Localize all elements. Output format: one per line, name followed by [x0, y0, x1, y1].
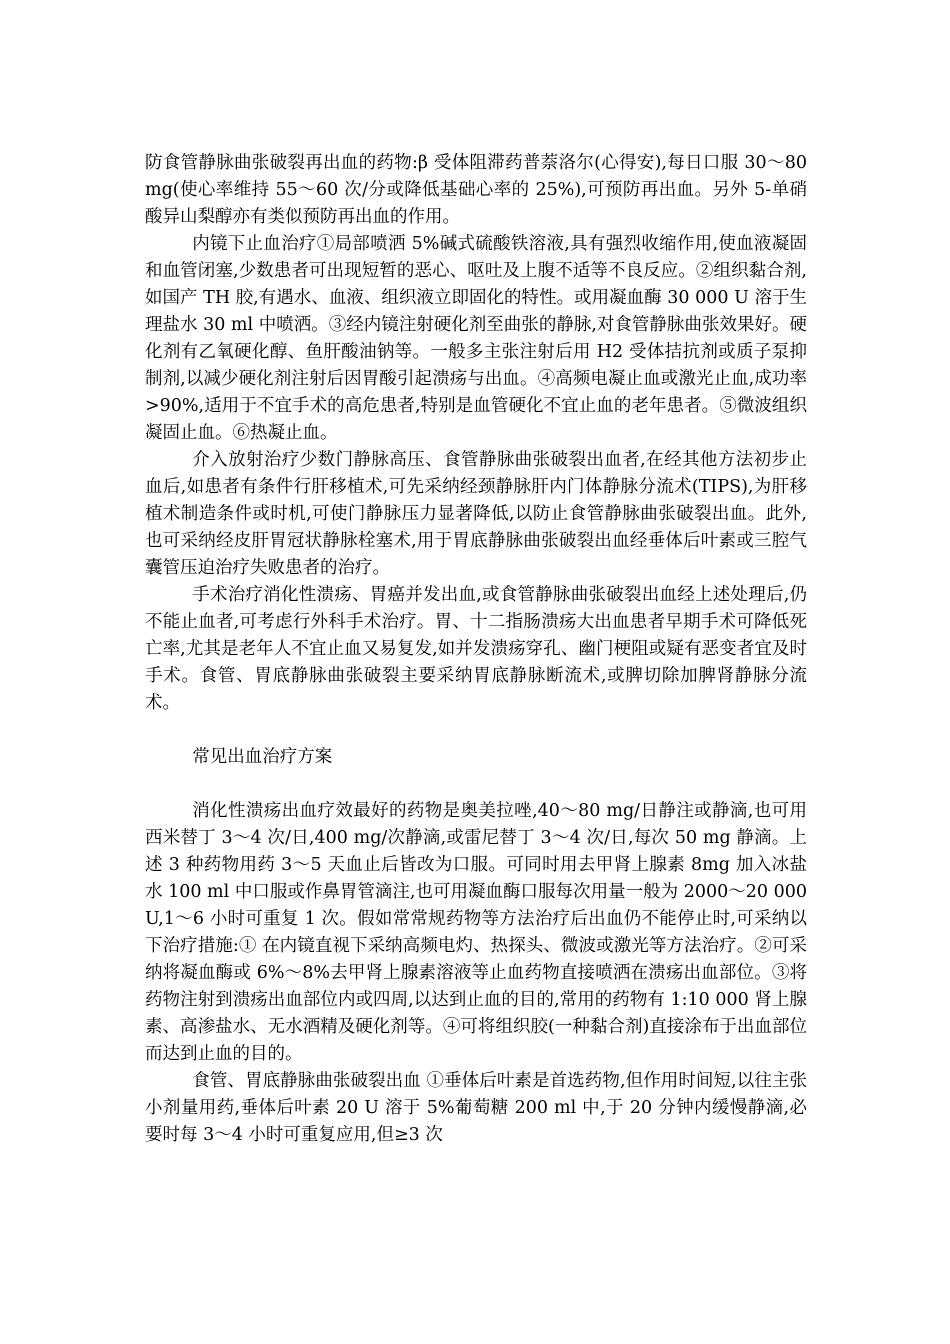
paragraph-surgical-treatment: 手术治疗消化性溃疡、胃癌并发出血,或食管静脉曲张破裂出血经上述处理后,仍不能止血者,可考虑行外科手术治疗。胃、十二指肠溃疡大出血患者早期手术可降低死亡率,尤其是老年人不宜止血又易复发,如并发溃疡穿孔、幽门梗阻或疑有恶变者宜及时手术。食管、胃底静脉曲张破裂主要采纳胃底静脉断流术,或脾切除加脾肾静脉分流术。 [145, 585, 807, 713]
paragraph-varices-bleeding: 食管、胃底静脉曲张破裂出血 ①垂体后叶素是首选药物,但作用时间短,以往主张小剂量用药,垂体后叶素 20 U 溶于 5%葡萄糖 200 ml 中,于 20 分钟内缓慢静滴,必要时每 3～4 小时可重复应用,但≥3 次 [145, 1071, 807, 1145]
paragraph-peptic-ulcer-bleeding: 消化性溃疡出血疗效最好的药物是奥美拉唑,40～80 mg/日静注或静滴,也可用西米替丁 3～4 次/日,400 mg/次静滴,或雷尼替丁 3～4 次/日,每次 50 mg 静滴。上述 3 种药物用药 3～5 天血止后皆改为口服。可同时用去甲肾上腺素 8mg 加入冰盐水 100 ml 中口服或作鼻胃管滴注,也可用凝血酶口服每次用量一般为 2000～20 000 U,1～6 小时可重复 1 次。假如常常规药物等方法治疗后出血仍不能停止时,可采纳以下治疗措施:① 在内镜直视下采纳高频电灼、热探头、微波或激光等方法治疗。②可采纳将凝血酶或 6%～8%去甲肾上腺素溶液等止血药物直接喷洒在溃疡出血部位。③将药物注射到溃疡出血部位内或四周,以达到止血的目的,常用的药物有 1:10 000 肾上腺素、高渗盐水、无水酒精及硬化剂等。④可将组织胶(一种黏合剂)直接涂布于出血部位而达到止血的目的。 [145, 801, 807, 1064]
section-heading: 常见出血治疗方案 [192, 747, 333, 767]
paragraph-interventional-radiology: 介入放射治疗少数门静脉高压、食管静脉曲张破裂出血者,在经其他方法初步止血后,如患者有条件行肝移植术,可先采纳经颈静脉肝内门体静脉分流术(TIPS),为肝移植术制造条件或时机,可使门静脉压力显著降低,以防止食管静脉曲张破裂出血。此外,也可采纳经皮肝胃冠状静脉栓塞术,用于胃底静脉曲张破裂出血经垂体后叶素或三腔气囊管压迫治疗失败患者的治疗。 [145, 450, 807, 578]
blank-line [145, 717, 807, 744]
blank-line [145, 771, 807, 798]
document-body [145, 150, 807, 1149]
paragraph-endoscopic-hemostasis: 内镜下止血治疗①局部喷洒 5%碱式硫酸铁溶液,具有强烈收缩作用,使血液凝固和血管闭塞,少数患者可出现短暂的恶心、呕吐及上腹不适等不良反应。②组织黏合剂,如国产 TH 胶,有遇水、血液、组织液立即固化的特性。或用凝血酶 30 000 U 溶于生理盐水 30 ml 中喷洒。③经内镜注射硬化剂至曲张的静脉,对食管静脉曲张效果好。硬化剂有乙氧硬化醇、鱼肝酸油钠等。一般多主张注射后用 H2 受体拮抗剂或质子泵抑制剂,以减少硬化剂注射后因胃酸引起溃疡与出血。④高频电凝止血或激光止血,成功率>90%,适用于不宜手术的高危患者,特别是血管硬化不宜止血的老年患者。⑤微波组织凝固止血。⑥热凝止血。 [145, 234, 807, 443]
paragraph-propranolol: 防食管静脉曲张破裂再出血的药物:β 受体阻滞药普萘洛尔(心得安),每日口服 30～80 mg(使心率维持 55～60 次/分或降低基础心率的 25%),可预防再出血。另外 5-单硝酸异山梨醇亦有类似预防再出血的作用。 [145, 153, 807, 227]
